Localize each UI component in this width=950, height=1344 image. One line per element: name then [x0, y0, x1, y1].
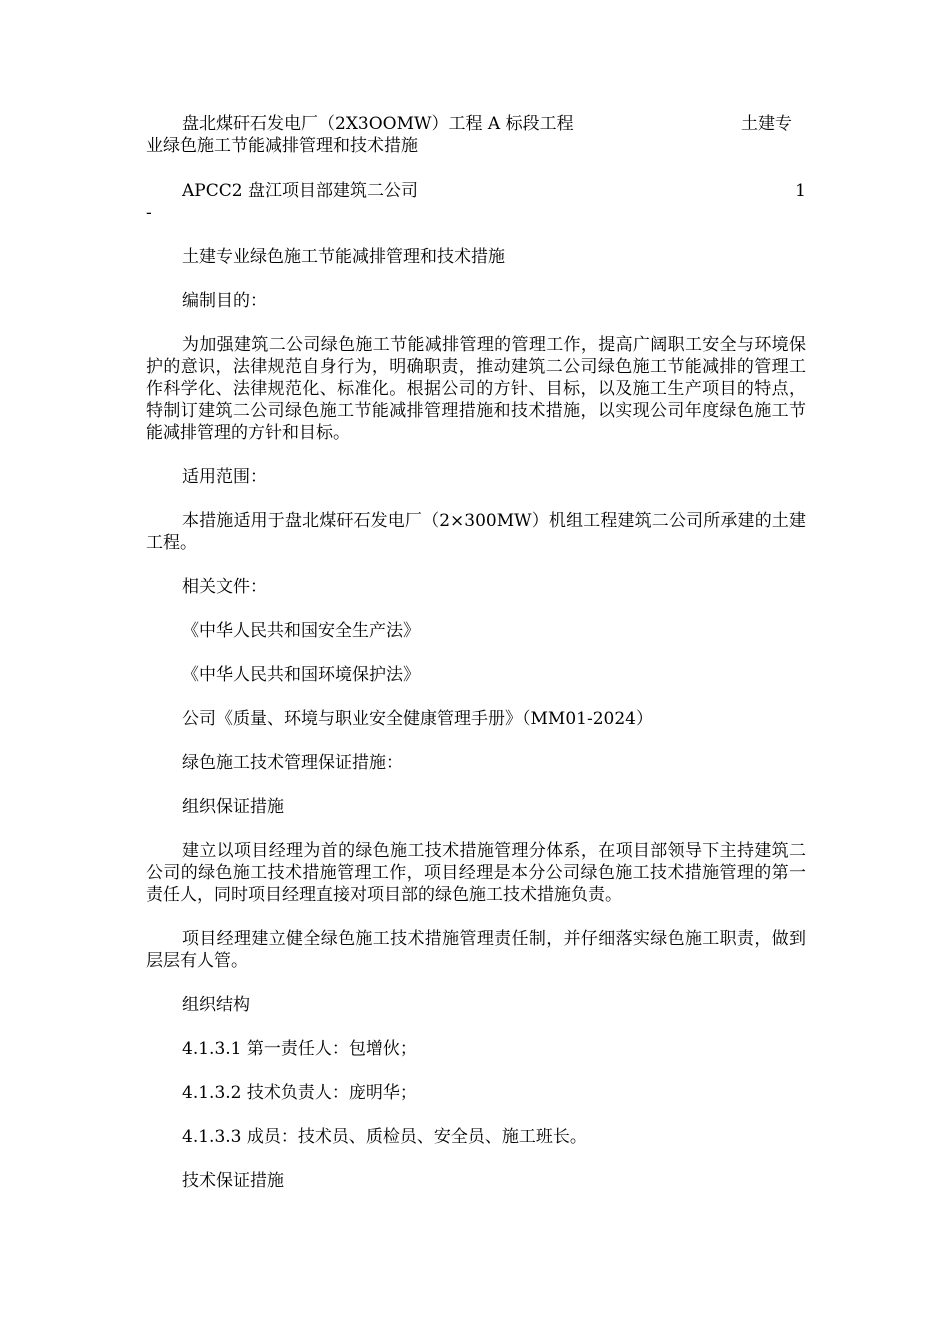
- department-line: [146, 180, 806, 202]
- org-heading: 组织保证措施: [182, 797, 284, 817]
- page-number: 1: [795, 181, 806, 201]
- org-text-2: 项目经理建立健全绿色施工技术措施管理责任制，并仔细落实绿色施工职责，做到层层有人管。: [146, 929, 806, 971]
- scope-heading: 适用范围：: [182, 467, 267, 487]
- specialty-prefix: 土建专: [741, 114, 792, 134]
- structure-item-2: 4.1.3.2 技术负责人：庞明华；: [182, 1083, 417, 1103]
- org-text-1: 建立以项目经理为首的绿色施工技术措施管理分体系，在项目部领导下主持建筑二公司的绿色施工技术措施管理工作，项目经理是本分公司绿色施工技术措施管理的第一责任人，同时项目经理直接对项目部的绿色施工技术措施负责。: [146, 841, 806, 905]
- structure-heading: 组织结构: [182, 995, 250, 1015]
- structure-item-1: 4.1.3.1 第一责任人：包增伙；: [182, 1039, 417, 1059]
- related-doc-3: 公司《质量、环境与职业安全健康管理手册》（MM01-2024）: [182, 709, 653, 729]
- doc-title: 土建专业绿色施工节能减排管理和技术措施: [182, 247, 505, 267]
- measures-heading: 绿色施工技术管理保证措施：: [182, 753, 403, 773]
- header-title-line: [146, 113, 806, 135]
- structure-item-3: 4.1.3.3 成员：技术员、质检员、安全员、施工班长。: [182, 1127, 587, 1147]
- tech-heading: 技术保证措施: [182, 1171, 284, 1191]
- dash-mark: -: [146, 203, 152, 223]
- project-title: 盘北煤矸石发电厂（2X3OOMW）工程 A 标段工程: [182, 114, 574, 134]
- purpose-heading: 编制目的：: [182, 291, 267, 311]
- specialty-wrap: 业绿色施工节能减排管理和技术措施: [146, 136, 418, 156]
- docs-heading: 相关文件：: [182, 577, 267, 597]
- document-page: [146, 113, 806, 1192]
- related-doc-1: 《中华人民共和国安全生产法》: [182, 621, 420, 641]
- scope-text: 本措施适用于盘北煤矸石发电厂（2×300MW）机组工程建筑二公司所承建的土建工程。: [146, 511, 806, 553]
- department-name: APCC2 盘江项目部建筑二公司: [182, 181, 418, 201]
- purpose-text: 为加强建筑二公司绿色施工节能减排管理的管理工作，提高广阔职工安全与环境保护的意识，法律规范自身行为，明确职责，推动建筑二公司绿色施工节能减排的管理工作科学化、法律规范化、标准化。根据公司的方针、目标，以及施工生产项目的特点，特制订建筑二公司绿色施工节能减排管理措施和技术措施，以实现公司年度绿色施工节能减排管理的方针和目标。: [146, 335, 806, 443]
- related-doc-2: 《中华人民共和国环境保护法》: [182, 665, 420, 685]
